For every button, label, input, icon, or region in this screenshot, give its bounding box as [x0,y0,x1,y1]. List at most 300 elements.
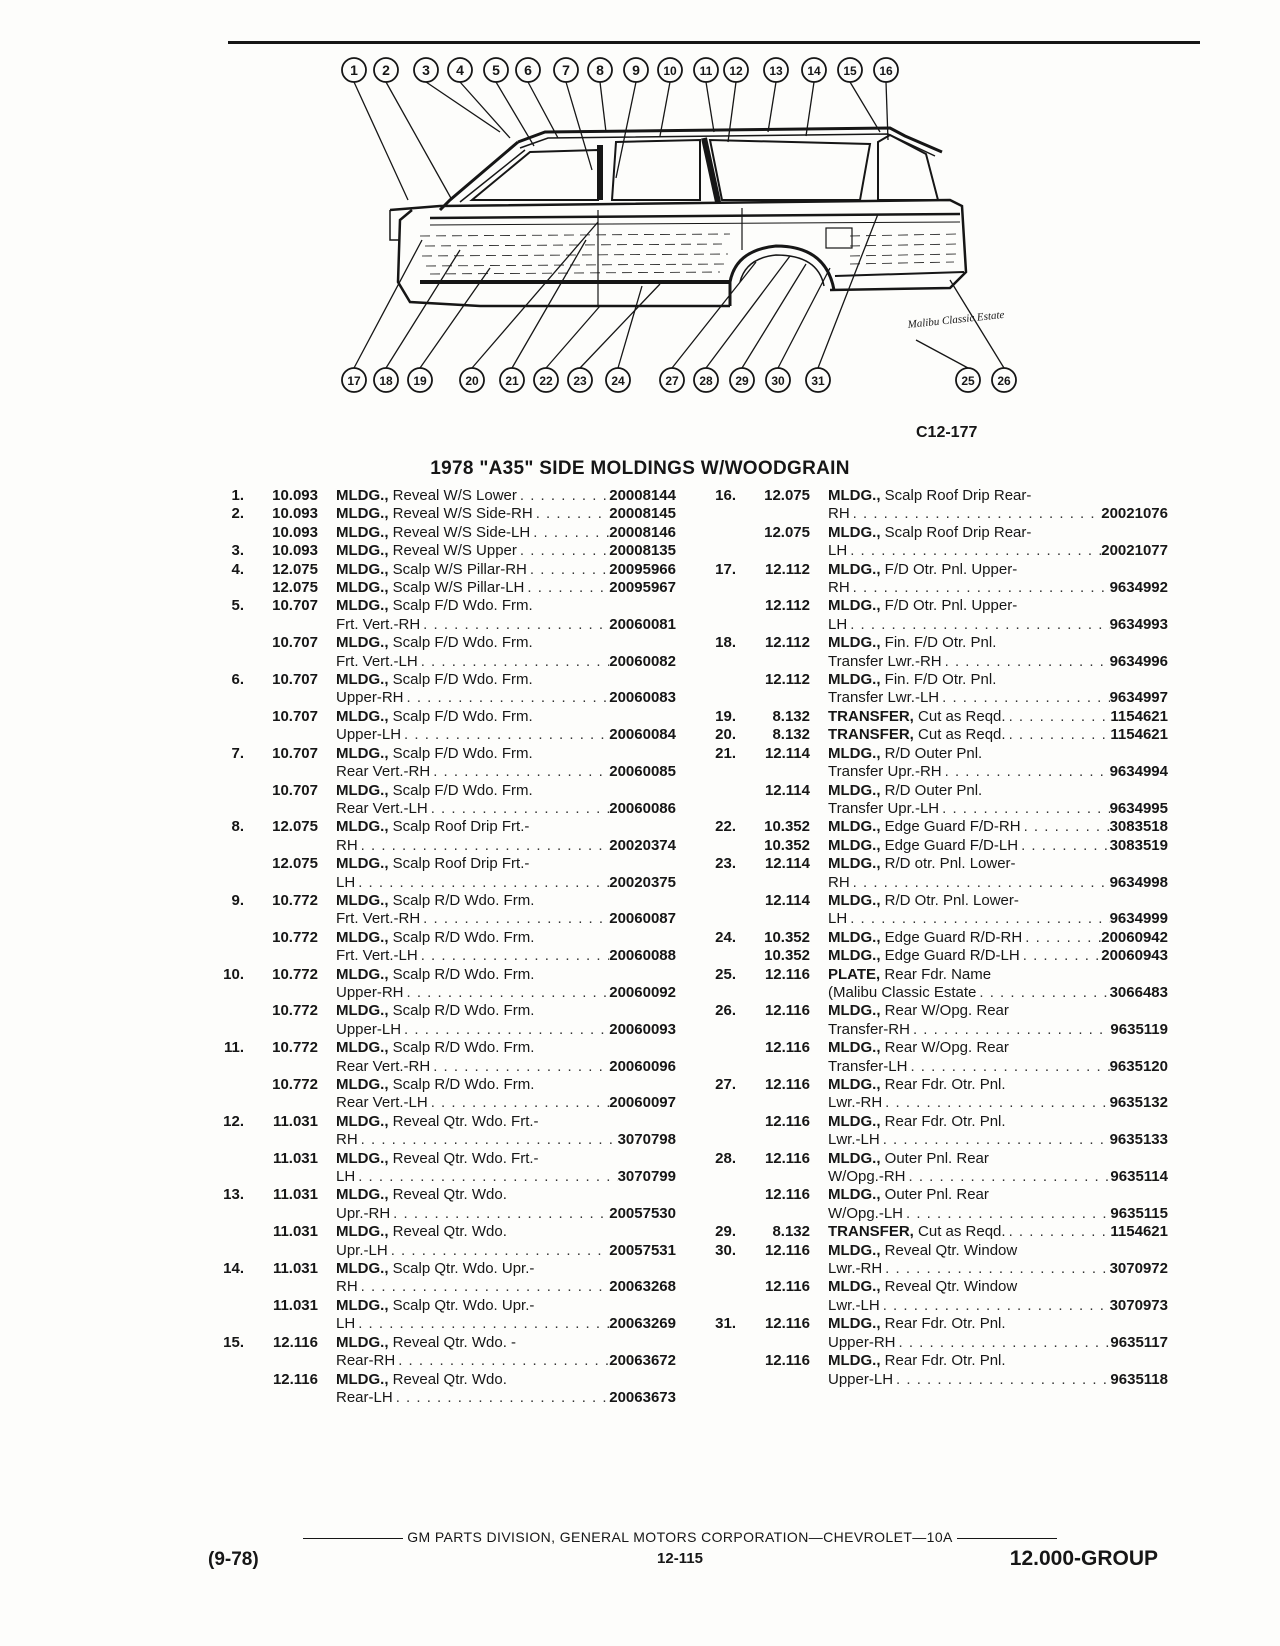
part-description: R/D Outer Pnl. [884,744,983,762]
part-description: Scalp R/D Wdo. Frm. [392,1039,535,1057]
callout-number: 22 [539,374,553,388]
part-number: 20063672 [609,1352,676,1370]
dot-leader [1022,929,1101,947]
item-number: 25. [715,965,736,983]
callout-number: 19 [413,374,427,388]
part-description-continued: RH [336,1278,358,1296]
callout-number: 4 [456,62,464,78]
description-line [828,966,1168,984]
item-description [828,1113,1168,1150]
description-line-continued [336,947,676,965]
part-number: 20008135 [609,542,676,560]
dot-leader [893,1371,1110,1389]
parts-list-row [700,782,1168,819]
group-number: 10.093 [272,542,318,560]
part-description: F/D Otr. Pnl. Upper- [884,560,1018,578]
part-description-continued: Upper-RH [828,1333,896,1351]
dot-leader [355,1315,609,1333]
dot-leader [882,1260,1109,1278]
group-number: 12.112 [764,634,810,652]
part-name: MLDG., [828,1186,881,1204]
parts-list-row [208,487,676,505]
group-number: 11.031 [272,1296,318,1314]
part-description: Rear W/Opg. Rear [884,1002,1009,1020]
group-number: 12.116 [764,1076,810,1093]
callout-number: 25 [961,374,975,388]
part-description-continued: Upper-LH [336,1020,402,1038]
part-name: TRANSFER, [828,726,914,744]
part-description: Rear Fdr. Name [884,965,992,983]
part-description-continued: Upper-LH [828,1370,894,1388]
item-number: 19. [715,707,736,725]
group-number: 10.707 [272,597,318,615]
item-description [828,966,1168,1003]
item-description [336,892,676,929]
footer-dash-right [957,1538,1057,1539]
part-number: 9634998 [1109,873,1168,891]
dot-leader [850,579,1110,597]
description-line-continued [336,616,676,634]
callout-number: 17 [347,374,361,388]
description-line-continued [828,1131,1168,1149]
part-number: 9635119 [1110,1020,1168,1038]
part-number: 3083518 [1109,818,1168,836]
description-line [828,1150,1168,1168]
part-number: 3070799 [617,1168,676,1186]
dot-leader [420,910,609,928]
part-name: MLDG., [336,1039,389,1057]
part-number: 9634995 [1109,799,1168,817]
description-line-continued [336,1168,676,1186]
footer-group: 12.000-GROUP [1009,1547,1158,1570]
parts-list-row [700,524,1168,561]
item-description [828,1278,1168,1315]
group-number: 10.093 [272,505,318,523]
part-number: 9635132 [1109,1094,1168,1112]
footer-date: (9-78) [208,1549,259,1570]
part-number: 3070972 [1109,1260,1168,1278]
callout-number: 3 [422,62,430,78]
description-line [336,1334,676,1352]
item-description [828,726,1168,744]
dot-leader [393,1389,610,1407]
item-number: 17. [715,560,736,578]
item-description [828,1039,1168,1076]
part-description: Scalp R/D Wdo. Frm. [392,891,535,909]
group-number: 10.707 [272,634,318,652]
group-number: 8.132 [772,1223,810,1241]
part-name: MLDG., [336,891,389,909]
parts-list-row [208,708,676,745]
parts-list-row [700,1352,1168,1389]
part-description: Scalp Roof Drip Frt.- [392,818,530,836]
group-number: 10.772 [272,1039,318,1057]
description-line [828,1002,1168,1020]
part-description-continued: Lwr.-LH [828,1131,880,1149]
part-number: 9634999 [1109,910,1168,928]
description-line [336,782,676,800]
part-description: Scalp R/D Wdo. Frm. [392,1076,535,1093]
group-number: 12.116 [764,1039,810,1057]
callout-leader-line [546,306,600,368]
top-rule [228,41,1200,44]
parts-list-row [700,487,1168,524]
part-description: Scalp F/D Wdo. Frm. [392,671,533,689]
dot-leader [533,505,610,523]
description-line-continued [828,542,1168,560]
part-number: 9635133 [1109,1131,1168,1149]
callout-leader-line [916,340,968,368]
part-number: 9635115 [1110,1204,1168,1222]
description-line-continued [336,1352,676,1370]
part-description-continued: Rear-LH [336,1388,393,1406]
part-name: MLDG., [336,597,389,615]
part-description: Fin. F/D Otr. Pnl. [884,634,997,652]
part-description: Cut as Reqd. [918,1223,1006,1241]
parts-list-row [208,1076,676,1113]
dot-leader [880,1131,1110,1149]
item-description [828,708,1168,726]
item-number: 20. [715,726,736,744]
item-number: 30. [715,1241,736,1259]
part-name: MLDG., [828,597,881,615]
parts-list-row [700,947,1168,965]
dot-leader [896,1334,1111,1352]
parts-list-row [700,892,1168,929]
description-line-continued [828,1058,1168,1076]
parts-list-row [208,579,676,597]
page-title: 1978 "A35" SIDE MOLDINGS W/WOODGRAIN [430,458,850,479]
parts-list-row [208,1186,676,1223]
part-name: MLDG., [336,1370,389,1388]
part-description: Cut as Reqd. [918,726,1006,744]
part-number: 3070973 [1109,1296,1168,1314]
part-name: MLDG., [828,671,881,689]
description-line [828,634,1168,652]
item-description [336,1260,676,1297]
part-number: 20060084 [609,726,676,744]
parts-list-row [700,1186,1168,1223]
callout-number: 9 [632,62,640,78]
parts-list-row [208,1334,676,1371]
part-description-continued: LH [336,1315,356,1333]
callout-leader-line [386,250,460,368]
part-name: MLDG., [828,523,881,541]
item-number: 9. [231,891,244,909]
description-line [828,524,1168,542]
part-description: R/D Otr. Pnl. Lower- [884,891,1019,909]
description-line [828,855,1168,873]
parts-list-row [700,837,1168,855]
item-number: 27. [715,1076,736,1093]
part-description-continued: Transfer-RH [828,1020,910,1038]
item-number: 29. [715,1223,736,1241]
footer-division-text: GM PARTS DIVISION, GENERAL MOTORS CORPORATION—CHEVROLET—10A [407,1529,953,1545]
item-description [336,708,676,745]
part-description: Edge Guard R/D-RH [884,928,1023,946]
figure-id: C12-177 [916,424,978,441]
description-line-continued [828,1094,1168,1112]
part-description-continued: Rear Vert.-RH [336,1057,431,1075]
item-description [828,1352,1168,1389]
item-description [336,745,676,782]
description-line [828,726,1168,744]
part-description-continued: Upr.-RH [336,1204,391,1222]
callout-number: 15 [843,64,857,78]
item-description [828,634,1168,671]
item-number: 21. [715,744,736,762]
callout-number: 27 [665,374,679,388]
part-description: Scalp Qtr. Wdo. Upr.- [392,1296,535,1314]
item-description [336,1039,676,1076]
item-description [336,524,676,542]
parts-list-row [208,855,676,892]
item-description [828,1076,1168,1113]
callout-number: 24 [611,374,625,388]
parts-list-row [700,1278,1168,1315]
callout-leader-line [472,222,598,368]
part-number: 20063269 [609,1315,676,1333]
part-name: MLDG., [336,1076,389,1093]
description-line [336,1260,676,1278]
description-line [336,634,676,652]
group-number: 12.112 [764,671,810,689]
callout-leader-line [768,82,776,132]
part-description-continued: Transfer-LH [828,1057,908,1075]
part-number: 20060093 [609,1020,676,1038]
description-line-continued [336,726,676,744]
item-number: 24. [715,928,736,946]
dot-leader [418,947,610,965]
dot-leader [882,1094,1109,1112]
part-description-continued: LH [336,1168,356,1186]
part-description-continued: Frt. Vert.-LH [336,652,418,670]
callout-leader-line [742,264,806,368]
item-number: 14. [223,1260,244,1278]
group-number: 10.772 [272,891,318,909]
dot-leader [420,616,609,634]
part-name: MLDG., [336,707,389,725]
part-description-continued: Transfer Upr.-LH [828,799,940,817]
dot-leader [390,1205,609,1223]
dot-leader [404,984,610,1002]
dot-leader [907,1058,1109,1076]
part-description-continued: LH [828,542,848,560]
description-line-continued [336,763,676,781]
part-description-continued: Rear Vert.-LH [336,1094,428,1112]
group-number: 10.352 [764,836,810,854]
dot-leader [527,561,609,579]
group-number: 10.093 [272,523,318,541]
parts-list-row [208,505,676,523]
item-description [336,966,676,1003]
description-line-continued [336,874,676,892]
part-number: 9634994 [1109,763,1168,781]
part-description-continued: Transfer Upr.-RH [828,763,942,781]
part-number: 20021077 [1101,542,1168,560]
description-line [336,1076,676,1094]
description-line-continued [828,616,1168,634]
description-line [828,1113,1168,1131]
description-line [336,561,676,579]
item-number: 15. [223,1333,244,1351]
callout-number: 21 [505,374,519,388]
item-description [828,671,1168,708]
dot-leader [517,487,609,505]
part-description: Scalp Roof Drip Rear- [884,487,1032,504]
part-name: MLDG., [336,781,389,799]
part-description-continued: Upper-LH [336,726,402,744]
part-description: Reveal Qtr. Window [884,1241,1018,1259]
part-description: Reveal W/S Side-RH [392,505,533,523]
dot-leader [1020,947,1102,965]
part-number: 20008145 [609,505,676,523]
part-name: MLDG., [828,947,881,965]
part-number: 20060081 [609,615,676,633]
item-number: 6. [231,671,244,689]
callout-leader-line [818,214,878,368]
dot-leader [1021,818,1110,836]
part-number: 9635114 [1110,1168,1168,1186]
group-number: 10.707 [272,671,318,689]
item-description [336,1150,676,1187]
item-description [336,1371,676,1408]
part-name: MLDG., [828,928,881,946]
group-number: 8.132 [772,707,810,725]
part-name: MLDG., [336,965,389,983]
description-line-continued [828,1371,1168,1389]
group-number: 12.114 [764,781,810,799]
item-description [336,505,676,523]
parts-list-row [208,671,676,708]
description-line-continued [828,1334,1168,1352]
part-number: 9634992 [1109,579,1168,597]
part-number: 9634997 [1109,689,1168,707]
part-description: F/D Otr. Pnl. Upper- [884,597,1018,615]
item-description [336,1113,676,1150]
part-name: MLDG., [828,891,881,909]
item-description [336,1223,676,1260]
parts-list-row [208,561,676,579]
callout-number: 12 [729,64,743,78]
callout-number: 11 [699,64,713,78]
item-number: 23. [715,855,736,873]
part-description: Scalp F/D Wdo. Frm. [392,744,533,762]
part-number: 20060088 [609,947,676,965]
part-number: 20060097 [609,1094,676,1112]
parts-list-left-column [208,487,676,1407]
parts-list-row [208,745,676,782]
part-number: 9634996 [1109,652,1168,670]
dot-leader [903,1205,1110,1223]
group-number: 12.116 [764,1352,810,1370]
description-line-continued [336,984,676,1002]
parts-list-row [208,1223,676,1260]
item-description [828,487,1168,524]
description-line [828,1352,1168,1370]
part-name: MLDG., [828,1315,881,1333]
description-line [828,929,1168,947]
dot-leader [418,653,610,671]
description-line [828,487,1168,505]
part-description-continued: RH [336,1131,358,1149]
part-name: MLDG., [336,1223,389,1241]
description-line [828,1223,1168,1241]
callout-leader-line [566,82,592,170]
item-description [336,634,676,671]
group-number: 10.772 [272,1002,318,1020]
item-description [828,1315,1168,1352]
item-description [336,487,676,505]
parts-list-row [700,1039,1168,1076]
parts-list-row [700,1242,1168,1279]
part-number: 9634993 [1109,615,1168,633]
dot-leader [358,837,610,855]
parts-list-row [700,671,1168,708]
part-name: MLDG., [828,1149,881,1167]
group-number: 11.031 [272,1186,318,1204]
part-description-continued: Rear-RH [336,1352,396,1370]
callout-leader-line [706,82,714,132]
callout-leader-line [850,82,880,132]
part-name: MLDG., [828,1352,881,1370]
item-description [828,818,1168,836]
callout-number: 2 [382,62,390,78]
part-name: PLATE, [828,965,881,983]
part-description: Scalp R/D Wdo. Frm. [392,1002,535,1020]
group-number: 12.075 [764,523,810,541]
dot-leader [401,726,609,744]
part-description-continued: LH [336,873,356,891]
parts-list-row [700,1076,1168,1113]
item-number: 16. [715,487,736,504]
part-number: 20021076 [1101,505,1168,523]
part-description-continued: Lwr.-RH [828,1260,883,1278]
item-description [828,524,1168,561]
callout-leader-line [672,262,756,368]
description-line-continued [828,653,1168,671]
part-description: R/D otr. Pnl. Lower- [884,855,1016,873]
description-line-continued [828,1021,1168,1039]
callout-leader-line [512,240,586,368]
item-description [828,855,1168,892]
part-number: 1154621 [1110,726,1168,744]
description-line [336,1371,676,1389]
part-description: Edge Guard F/D-LH [884,836,1019,854]
item-number: 2. [231,505,244,523]
group-number: 12.114 [764,744,810,762]
dot-leader [355,874,609,892]
part-name: MLDG., [828,1112,881,1130]
part-name: MLDG., [828,1241,881,1259]
part-description: Reveal Qtr. Wdo. - [392,1333,517,1351]
part-description: Scalp F/D Wdo. Frm. [392,597,533,615]
part-description: Scalp F/D Wdo. Frm. [392,707,533,725]
parts-list-row [208,1260,676,1297]
dot-leader [388,1242,610,1260]
item-number: 26. [715,1002,736,1020]
item-description [828,1150,1168,1187]
description-line-continued [828,1297,1168,1315]
parts-list-row [208,818,676,855]
part-description: Edge Guard F/D-RH [884,818,1021,836]
parts-list-row [700,1315,1168,1352]
parts-list-row [700,929,1168,947]
part-description-continued: Upper-RH [336,689,404,707]
dot-leader [906,1168,1111,1186]
description-line [336,487,676,505]
part-number: 9635117 [1110,1333,1168,1351]
